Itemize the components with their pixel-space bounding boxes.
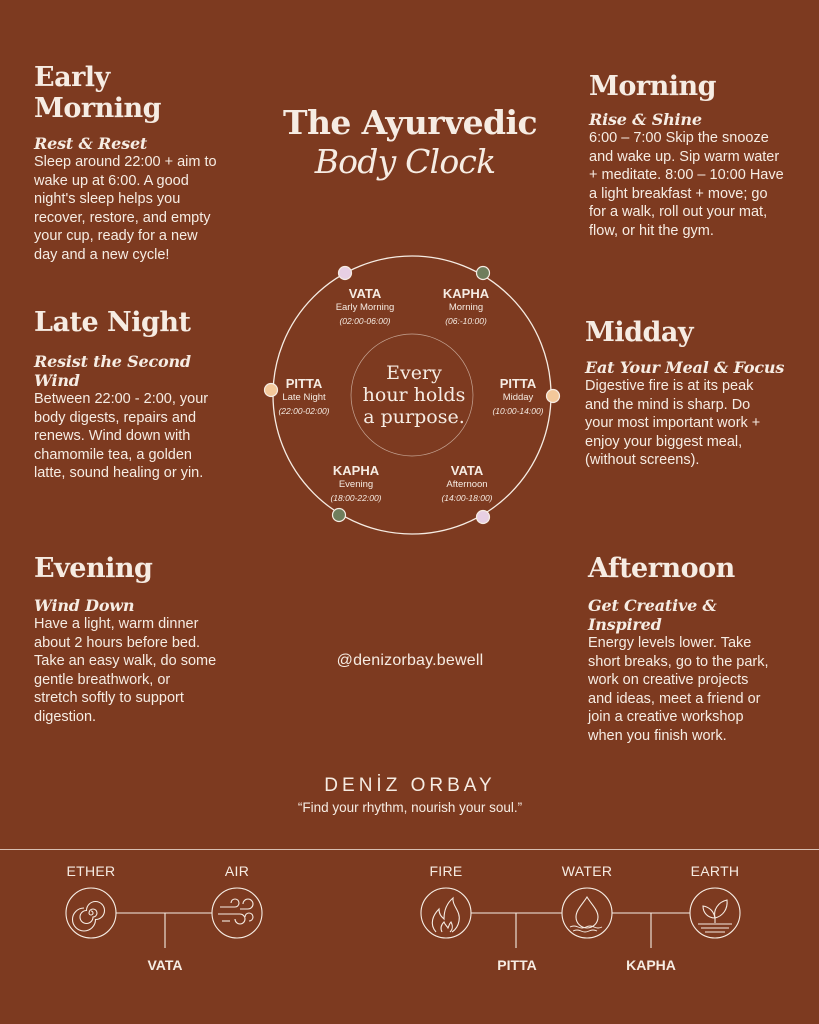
dosha-label-pitta: PITTA [497,957,537,973]
social-handle: @denizorbay.bewell [336,652,484,669]
section-subtitle: Eat Your Meal & Focus [585,358,785,377]
segment-range: (10:00-14:00) [492,406,544,416]
main-title: The Ayurvedic [283,103,537,142]
section-body: Between 22:00 - 2:00, your body digests, repairs and renews. Wind down with chamomile tea, a golden latte, sound healing or yin. [34,391,209,481]
element-label-ether: ETHER [66,863,116,879]
section-title: Midday [585,317,694,348]
section-subtitle: Rise & Shine [589,110,702,129]
clock-segment-midday [478,376,558,418]
main-subtitle: Body Clock [314,142,496,181]
flame-icon [421,888,471,938]
leaf-icon [690,888,740,938]
elements-diagram [0,880,819,970]
section-late-night [34,307,234,483]
clock-segment-evening [316,463,396,505]
section-midday [585,317,787,470]
segment-period: Afternoon [446,479,488,490]
section-subtitle: Wind Down [34,596,135,615]
section-title: Afternoon [588,553,735,584]
segment-dosha: KAPHA [442,286,490,301]
section-title: Morning [589,71,717,102]
segment-period: Late Night [282,392,326,403]
segment-period: Evening [338,479,374,490]
kapha-dot [477,267,490,280]
dosha-label-vata: VATA [147,957,183,973]
section-evening [34,553,234,726]
clock-segment-early-morning [320,286,410,328]
kapha-dot [333,509,346,522]
section-body: Energy levels lower. Take short breaks, go to the park, work on creative projects and ideas, meet a friend or join a creative workshop when you finish work. [588,635,769,744]
section-body: Have a light, warm dinner about 2 hours before bed. Take an easy walk, do some gentle breathwork, or stretch softly to support digestion. [34,616,217,725]
segment-range: (02:00-06:00) [339,316,391,326]
section-body: Digestive fire is at its peak and the mind is sharp. Do your most important work + enjoy your biggest meal, (without screens). [585,378,761,468]
section-body: Sleep around 22:00 + aim to wake up at 6:00. A good night's sleep helps you recover, restore, and empty your cup, ready for a new day and a new cycle! [34,154,217,263]
segment-dosha: KAPHA [332,463,380,478]
section-subtitle: Get Creative & Inspired [588,596,717,634]
tagline: “Find your rhythm, nourish your soul.” [297,800,523,815]
element-label-air: AIR [224,863,250,879]
element-label-water: WATER [561,863,613,879]
section-title: Early Morning [34,62,162,124]
section-morning [589,71,796,240]
clock-segment-afternoon [427,463,507,505]
section-early-morning [34,62,234,264]
brand-name: DENİZ ORBAY [324,775,496,796]
section-body: 6:00 – 7:00 Skip the snooze and wake up. Sip warm water + meditate. 8:00 – 10:00 Have a light breakfast + move; go for a walk, roll out your mat, flow, or hit the gym. [589,130,784,239]
segment-period: Morning [448,302,484,313]
section-subtitle: Rest & Reset [34,134,148,153]
vata-dot [339,267,352,280]
footer-divider [0,849,819,850]
segment-dosha: VATA [450,463,484,478]
segment-range: (14:00-18:00) [441,493,493,503]
segment-period: Early Morning [335,302,395,313]
wind-icon [212,888,262,938]
segment-dosha: VATA [348,286,382,301]
section-afternoon [588,553,794,745]
clock-center-text: Every hour holds a purpose. [362,362,466,428]
clock-segment-late-night [264,376,344,418]
segment-range: (22:00-02:00) [278,406,330,416]
section-subtitle: Resist the Second Wind [34,352,191,390]
dosha-label-kapha: KAPHA [626,957,676,973]
segment-period: Midday [502,392,534,403]
segment-dosha: PITTA [499,376,537,391]
spiral-icon [66,888,116,938]
element-label-earth: EARTH [690,863,740,879]
segment-range: (18:00-22:00) [330,493,382,503]
section-title: Evening [34,553,153,584]
segment-dosha: PITTA [285,376,323,391]
section-title: Late Night [34,307,191,338]
water-drop-icon [562,888,612,938]
clock-segment-morning [421,286,511,328]
segment-range: (06:-10:00) [445,316,487,326]
vata-dot [477,511,490,524]
element-label-fire: FIRE [429,863,463,879]
